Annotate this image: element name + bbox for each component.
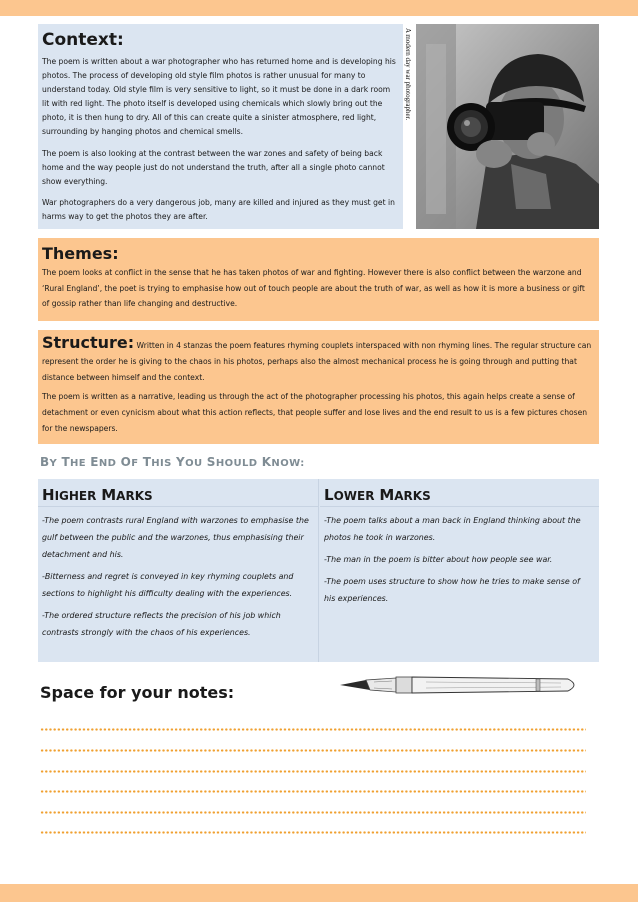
higher-marks-item: -The ordered structure reflects the precision of his job which contrasts strongly with the chaos of his experiences.: [42, 611, 281, 637]
context-paragraph-2: The poem is also looking at the contrast between the war zones and safety of being back home and the way people just do not understand the truth, after all a single photo cannot show everything.: [42, 148, 385, 186]
higher-marks-title: HIGHER MARKS: [38, 479, 318, 507]
notes-line: [40, 831, 586, 834]
context-paragraph-3: War photographers do a very dangerous job, many are killed and injured as they must get in harms way to get the photos they are after.: [42, 197, 395, 221]
notes-line: [40, 749, 586, 752]
lower-marks-title: LOWER MARKS: [320, 479, 599, 507]
top-band: [0, 0, 638, 16]
lower-marks-column: [320, 479, 599, 662]
notes-line: [40, 728, 586, 731]
lower-marks-item: -The man in the poem is bitter about how people see war.: [324, 555, 553, 564]
higher-marks-item: -The poem contrasts rural England with warzones to emphasise the gulf between the public and the warzones, thus emphasising their detachment and his.: [42, 516, 309, 559]
photo-caption: A modern day war photographer.: [404, 28, 412, 121]
structure-box: [38, 330, 599, 444]
bottom-band: [0, 884, 638, 902]
structure-intro: Written in 4 stanzas the poem features rhyming couplets interspaced with non rhyming lines. The regular structure can represent the order he is giving to the chaos in his photos, perhaps also the almost mechanical process he is going through and putting that distance between himself and the context.: [42, 341, 592, 383]
lower-marks-item: -The poem talks about a man back in England thinking about the photos he took in warzones.: [324, 516, 581, 542]
themes-text: The poem looks at conflict in the sense that he has taken photos of war and fighting. However there is also conflict between the warzone and ‘Rural England’, the poet is trying to emphasise how out of touch people are about the truth of war, as well as how it is more a business or gift of gossip rather than life changing and destructive.: [42, 268, 585, 308]
structure-text: The poem is written as a narrative, leading us through the act of the photographer processing his photos, this again helps create a sense of detachment or even cynicism about what this action reflects, that people suffer and lose lives and the end result to us is a few pictures chosen for the newspapers.: [42, 391, 588, 434]
know-title: BY THE END OF THIS YOU SHOULD KNOW:: [40, 455, 305, 469]
themes-title: Themes:: [42, 244, 119, 263]
lower-marks-list: [320, 507, 599, 607]
notes-line: [40, 790, 586, 793]
themes-box: [38, 238, 599, 321]
lower-marks-item: -The poem uses structure to show how he tries to make sense of his experiences.: [324, 577, 580, 603]
fountain-pen-icon: [336, 670, 586, 700]
context-box: [38, 24, 403, 229]
notes-line: [40, 770, 586, 773]
context-paragraph-1: The poem is written about a war photographer who has returned home and is developing his photos. The process of developing old style film photos is rather unusual for many to understand today. Old style film is very sensitive to light, so it must be done in a dark room lit with red light. The photo itself is developed using chemicals which slowly bring out the photo, it is then hung to dry. All of this can create quite a sinister atmosphere, red light, surrounding by hanging photos and chemical smells.: [42, 57, 396, 137]
structure-intro-paragraph: [42, 335, 593, 387]
notes-title: Space for your notes:: [40, 683, 235, 702]
marks-table: [38, 479, 599, 662]
context-title: Context:: [42, 30, 124, 50]
higher-marks-list: [38, 507, 318, 641]
structure-title: Structure:: [42, 333, 135, 352]
higher-marks-item: -Bitterness and regret is conveyed in key rhyming couplets and sections to highlight his difficulty dealing with the experiences.: [42, 572, 294, 598]
notes-line: [40, 811, 586, 814]
higher-marks-column: [38, 479, 319, 662]
photographer-image: [416, 24, 599, 229]
